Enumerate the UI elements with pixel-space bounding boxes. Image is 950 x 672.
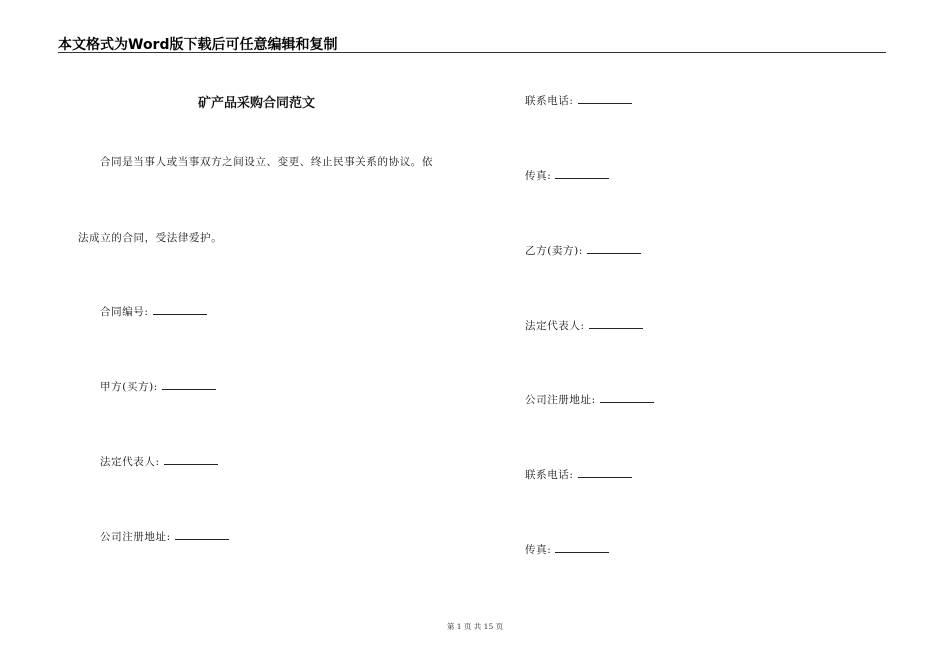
phone-b-blank <box>578 467 632 478</box>
party-b-label: 乙方(卖方): <box>525 245 583 257</box>
phone-a-field <box>525 93 632 108</box>
party-b-field <box>525 243 641 258</box>
header-title: 本文格式为Word版下载后可任意编辑和复制 <box>58 37 338 53</box>
legal-rep-a-field <box>100 454 218 469</box>
contract-no-field <box>100 304 207 319</box>
fax-a-label: 传真: <box>525 170 552 182</box>
fax-a-field <box>525 168 609 183</box>
reg-address-a-blank <box>175 529 229 540</box>
legal-rep-b-blank <box>589 318 643 329</box>
legal-rep-a-label: 法定代表人: <box>100 456 160 468</box>
phone-b-label: 联系电话: <box>525 469 574 481</box>
intro-line-1: 合同是当事人或当事双方之间设立、变更、终止民事关系的协议。依 <box>100 156 433 168</box>
reg-address-a-field <box>100 529 229 544</box>
legal-rep-b-label: 法定代表人: <box>525 320 585 332</box>
fax-b-blank <box>555 542 609 553</box>
phone-a-blank <box>578 93 632 104</box>
phone-b-field <box>525 467 632 482</box>
fax-a-blank <box>555 168 609 179</box>
document-title: 矿产品采购合同范文 <box>198 96 316 111</box>
header-divider <box>58 52 886 53</box>
reg-address-b-field <box>525 392 654 407</box>
party-a-blank <box>162 379 216 390</box>
party-a-field <box>100 379 216 394</box>
fax-b-label: 传真: <box>525 544 552 556</box>
fax-b-field <box>525 542 609 557</box>
contract-no-blank <box>153 304 207 315</box>
legal-rep-a-blank <box>164 454 218 465</box>
legal-rep-b-field <box>525 318 643 333</box>
party-a-label: 甲方(买方): <box>100 381 158 393</box>
page-number-footer: 第 1 页 共 15 页 <box>446 622 504 631</box>
reg-address-b-label: 公司注册地址: <box>525 394 596 406</box>
contract-no-label: 合同编号: <box>100 306 149 318</box>
intro-line-2: 法成立的合同，受法律爱护。 <box>78 232 223 244</box>
party-b-blank <box>587 243 641 254</box>
reg-address-b-blank <box>600 392 654 403</box>
phone-a-label: 联系电话: <box>525 95 574 107</box>
reg-address-a-label: 公司注册地址: <box>100 531 171 543</box>
